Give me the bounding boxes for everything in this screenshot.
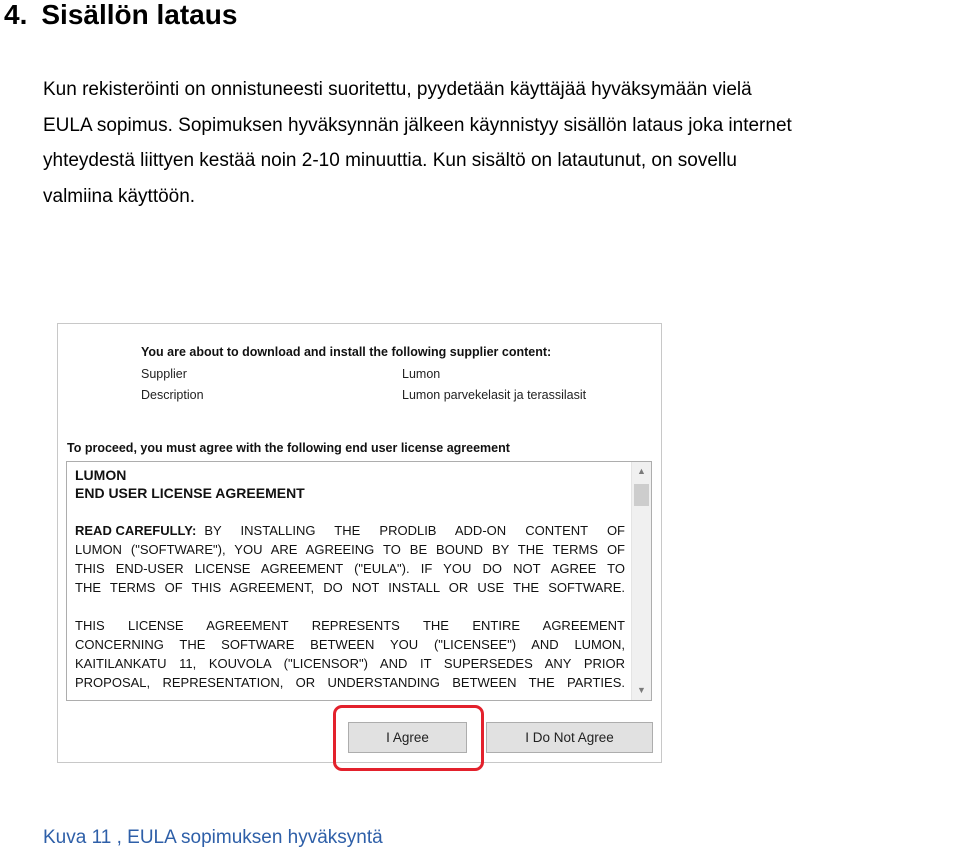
body-line: valmiina käyttöön. — [43, 185, 196, 207]
eula-text-line: THIS END-USER LICENSE AGREEMENT ("EULA"). IF YOU DO NOT AGREE TO — [75, 561, 625, 576]
body-line: EULA sopimus. Sopimuksen hyväksynnän jälkeen käynnistyy sisällön lataus joka internet — [43, 114, 792, 136]
supplier-value: Lumon — [402, 367, 441, 381]
proceed-instruction: To proceed, you must agree with the following end user license agreement — [67, 441, 510, 455]
read-carefully: READ CAREFULLY: — [75, 523, 197, 538]
body-line: yhteydestä liittyen kestää noin 2-10 minuuttia. Kun sisältö on latautunut, on sovellu — [43, 150, 737, 171]
section-title: Sisällön lataus — [41, 0, 238, 30]
scroll-down-arrow-icon[interactable]: ▼ — [637, 685, 646, 695]
eula-text-line: CONCERNING THE SOFTWARE BETWEEN YOU ("LICENSEE") AND LUMON, — [75, 637, 625, 652]
supplier-label: Supplier — [141, 367, 187, 381]
dialog-intro: You are about to download and install the following supplier content: — [141, 345, 552, 359]
eula-content — [75, 466, 625, 692]
eula-text-line: BY INSTALLING THE PRODLIB ADD-ON CONTENT OF — [204, 523, 625, 538]
section-number: 4. — [4, 0, 28, 30]
eula-text-line: THE TERMS OF THIS AGREEMENT, DO NOT INSTALL OR USE THE SOFTWARE. — [75, 580, 625, 595]
eula-text-line: THIS LICENSE AGREEMENT REPRESENTS THE ENTIRE AGREEMENT — [75, 618, 625, 633]
eula-scrollbar[interactable] — [631, 462, 651, 700]
eula-text-line: PROPOSAL, REPRESENTATION, OR UNDERSTANDING BETWEEN THE PARTIES. — [75, 675, 625, 690]
i-agree-button[interactable]: I Agree — [348, 722, 467, 753]
description-label: Description — [141, 388, 204, 402]
eula-text-line: LUMON ("SOFTWARE"), YOU ARE AGREEING TO BE BOUND BY THE TERMS OF — [75, 542, 625, 557]
eula-company: LUMON — [75, 467, 127, 483]
i-do-not-agree-button[interactable]: I Do Not Agree — [486, 722, 653, 753]
body-paragraph — [43, 72, 955, 214]
eula-text-line: KAITILANKATU 11, KOUVOLA ("LICENSOR") AND IT SUPERSEDES ANY PRIOR — [75, 656, 625, 671]
scroll-up-arrow-icon[interactable]: ▲ — [637, 466, 646, 476]
eula-title: END USER LICENSE AGREEMENT — [75, 485, 305, 501]
eula-text-box[interactable] — [66, 461, 652, 701]
figure-caption: Kuva 11 , EULA sopimuksen hyväksyntä — [43, 827, 383, 848]
description-value: Lumon parvekelasit ja terassilasit — [402, 388, 587, 402]
section-heading — [4, 0, 237, 32]
body-line: Kun rekisteröinti on onnistuneesti suoritettu, pyydetään käyttäjää hyväksymään vielä — [43, 79, 752, 100]
scrollbar-thumb[interactable] — [634, 484, 649, 506]
eula-paragraph-1-line — [75, 521, 625, 540]
eula-dialog-screenshot — [57, 323, 662, 763]
